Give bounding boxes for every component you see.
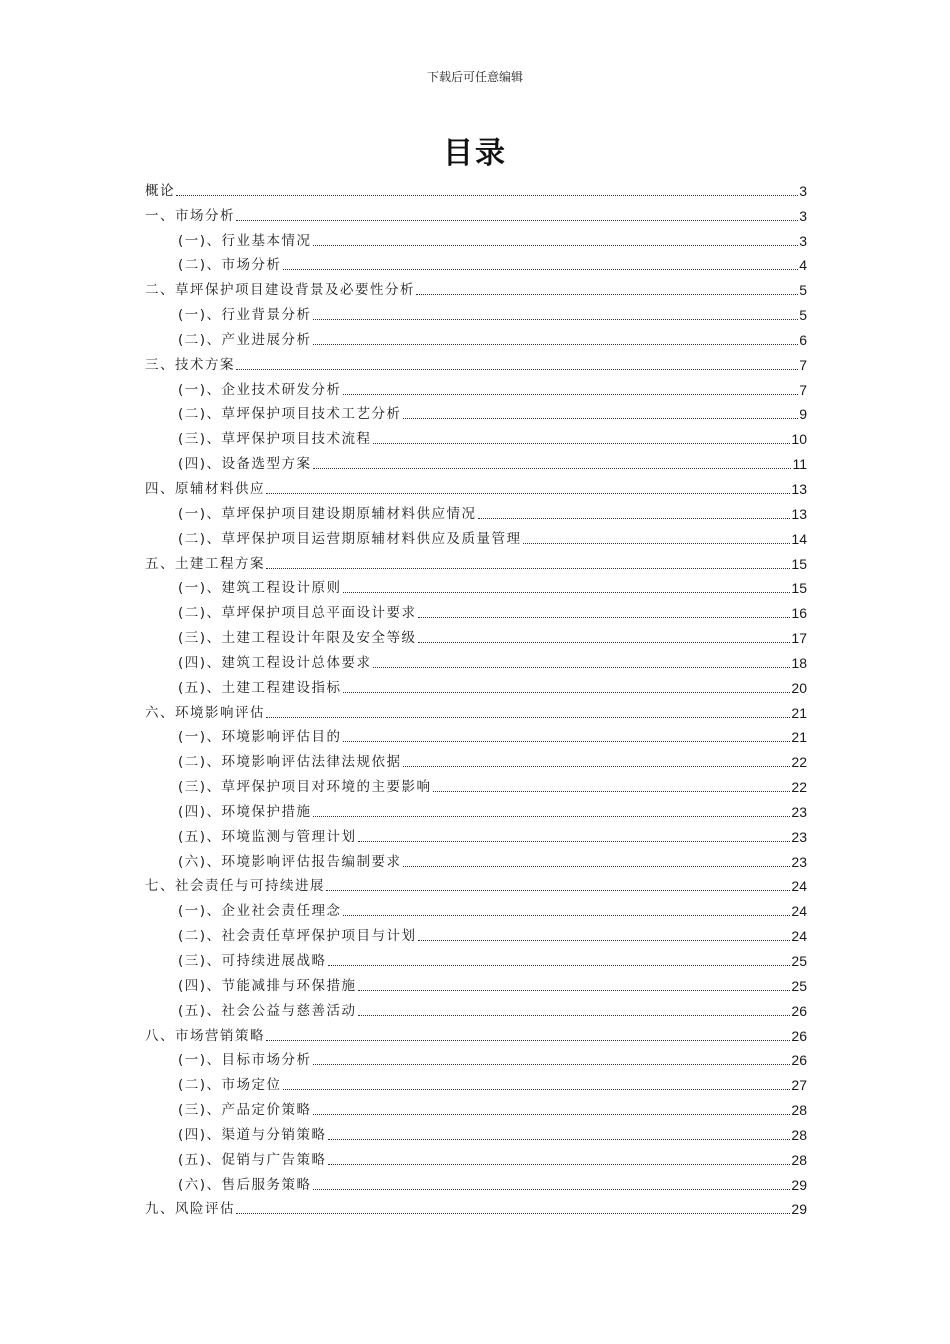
toc-dot-leader [176,195,798,196]
toc-entry-label: (二)、草坪保护项目运营期原辅材料供应及质量管理 [178,530,522,547]
toc-dot-leader [343,592,791,593]
toc-dot-leader [358,1015,791,1016]
toc-entry[interactable] [145,821,807,846]
toc-dot-leader [313,1189,791,1190]
toc-entry[interactable] [145,920,807,945]
toc-entry-label: (五)、社会公益与慈善活动 [178,1002,357,1019]
toc-entry-page-number: 24 [791,903,807,920]
toc-entry-label: 三、技术方案 [145,356,235,373]
toc-entry[interactable] [145,722,807,747]
toc-entry-label: (二)、市场分析 [178,257,282,274]
toc-entry-label: (四)、环境保护措施 [178,803,312,820]
toc-entry-page-number: 23 [791,853,807,870]
toc-dot-leader [403,766,791,767]
toc-entry-label: (一)、建筑工程设计原则 [178,580,342,597]
toc-entry-label: (二)、草坪保护项目技术工艺分析 [178,406,402,423]
toc-entry[interactable] [145,374,807,399]
toc-entry[interactable] [145,448,807,473]
toc-entry-label: (二)、市场定位 [178,1077,282,1094]
toc-entry-page-number: 27 [791,1077,807,1094]
toc-entry-page-number: 26 [791,1002,807,1019]
toc-entry-page-number: 15 [791,555,807,572]
toc-entry-label: (五)、促销与广告策略 [178,1151,327,1168]
toc-entry-page-number: 29 [791,1176,807,1193]
toc-entry[interactable] [145,573,807,598]
toc-entry-label: (四)、渠道与分销策略 [178,1126,327,1143]
toc-dot-leader [343,741,791,742]
toc-entry[interactable] [145,324,807,349]
toc-entry[interactable] [145,796,807,821]
toc-entry-label: 概论 [145,182,175,199]
toc-entry-label: 五、土建工程方案 [145,555,265,572]
toc-entry-label: (四)、设备选型方案 [178,456,312,473]
toc-entry[interactable] [145,895,807,920]
toc-entry[interactable] [145,1069,807,1094]
toc-entry-label: (三)、草坪保护项目对环境的主要影响 [178,779,432,796]
toc-entry-label: (二)、环境影响评估法律法规依据 [178,754,402,771]
toc-dot-leader [418,642,791,643]
toc-entry[interactable] [145,995,807,1020]
toc-entry-label: 九、风险评估 [145,1201,235,1218]
toc-dot-leader [266,1040,790,1041]
toc-entry-page-number: 28 [791,1126,807,1143]
toc-entry-label: 四、原辅材料供应 [145,480,265,497]
toc-entry[interactable] [145,871,807,896]
toc-dot-leader [236,220,798,221]
toc-entry-label: (六)、环境影响评估报告编制要求 [178,853,402,870]
toc-dot-leader [418,940,791,941]
table-of-contents [145,175,807,1218]
toc-dot-leader [266,568,790,569]
toc-entry-page-number: 22 [791,754,807,771]
toc-entry-label: (三)、草坪保护项目技术流程 [178,431,372,448]
toc-entry-page-number: 28 [791,1151,807,1168]
toc-dot-leader [416,294,798,295]
toc-entry-page-number: 15 [791,580,807,597]
toc-entry[interactable] [145,672,807,697]
toc-entry-page-number: 29 [791,1201,807,1218]
toc-dot-leader [283,269,799,270]
toc-dot-leader [313,1114,791,1115]
toc-dot-leader [343,915,791,916]
toc-dot-leader [313,245,799,246]
toc-entry-label: (一)、草坪保护项目建设期原辅材料供应情况 [178,505,477,522]
toc-entry-label: (三)、产品定价策略 [178,1102,312,1119]
toc-entry-page-number: 21 [791,729,807,746]
toc-entry[interactable] [145,473,807,498]
toc-dot-leader [313,319,799,320]
toc-entry-label: (二)、产业进展分析 [178,331,312,348]
toc-dot-leader [326,890,790,891]
toc-entry-page-number: 20 [791,679,807,696]
toc-entry-page-number: 23 [791,828,807,845]
toc-entry-page-number: 17 [791,630,807,647]
toc-entry-page-number: 3 [799,207,807,224]
toc-entry-page-number: 4 [799,257,807,274]
toc-entry-page-number: 3 [799,232,807,249]
toc-entry-label: (一)、目标市场分析 [178,1052,312,1069]
toc-title: 目录 [443,136,507,171]
toc-entry-label: (三)、土建工程设计年限及安全等级 [178,630,417,647]
toc-entry-page-number: 16 [791,605,807,622]
toc-dot-leader [478,518,791,519]
toc-dot-leader [433,791,791,792]
toc-entry-label: (五)、土建工程建设指标 [178,679,342,696]
toc-entry-page-number: 26 [791,1052,807,1069]
page-header-note: 下载后可任意编辑 [426,70,523,84]
toc-entry-page-number: 5 [799,307,807,324]
toc-entry-label: (一)、行业基本情况 [178,232,312,249]
toc-dot-leader [343,394,799,395]
toc-dot-leader [313,344,799,345]
toc-entry-label: (三)、可持续进展战略 [178,953,327,969]
toc-dot-leader [418,617,791,618]
toc-entry-page-number: 28 [791,1102,807,1119]
toc-entry-label: (四)、节能减排与环保措施 [178,977,357,994]
toc-entry-label: (二)、社会责任草坪保护项目与计划 [178,928,417,945]
toc-entry[interactable] [145,846,807,871]
toc-entry[interactable] [145,1020,807,1045]
toc-entry[interactable] [145,200,807,225]
toc-dot-leader [328,965,791,966]
toc-entry[interactable] [145,1169,807,1194]
toc-entry-page-number: 13 [791,505,807,522]
toc-entry[interactable] [145,771,807,796]
toc-entry[interactable] [145,250,807,275]
toc-dot-leader [266,717,790,718]
toc-dot-leader [403,418,799,419]
toc-dot-leader [328,1139,791,1140]
toc-entry[interactable] [145,399,807,424]
toc-entry-page-number: 25 [791,977,807,994]
toc-entry-label: (一)、企业技术研发分析 [178,381,342,398]
toc-entry-label: 六、环境影响评估 [145,704,265,721]
toc-entry-label: 二、草坪保护项目建设背景及必要性分析 [145,282,415,299]
toc-dot-leader [313,468,792,469]
toc-entry[interactable] [145,299,807,324]
toc-entry[interactable] [145,1119,807,1144]
toc-dot-leader [358,841,791,842]
toc-entry[interactable] [145,349,807,374]
toc-entry-page-number: 6 [799,331,807,348]
toc-entry[interactable] [145,548,807,573]
toc-dot-leader [373,667,791,668]
toc-entry[interactable] [145,523,807,548]
toc-entry-page-number: 25 [791,953,807,969]
toc-entry-page-number: 3 [799,182,807,199]
toc-entry[interactable] [145,647,807,672]
toc-entry-label: (二)、草坪保护项目总平面设计要求 [178,605,417,622]
toc-entry-label: 一、市场分析 [145,207,235,224]
toc-entry-page-number: 23 [791,803,807,820]
toc-entry[interactable] [145,597,807,622]
toc-entry-page-number: 26 [791,1027,807,1044]
toc-entry[interactable] [145,175,807,200]
toc-entry[interactable] [145,697,807,722]
toc-entry[interactable] [145,970,807,995]
toc-entry-label: (一)、环境影响评估目的 [178,729,342,746]
toc-entry[interactable] [145,622,807,647]
toc-entry-label: (一)、企业社会责任理念 [178,903,342,920]
toc-dot-leader [343,692,791,693]
toc-entry[interactable] [145,945,807,970]
toc-dot-leader [403,866,791,867]
toc-dot-leader [523,543,791,544]
toc-entry-page-number: 10 [791,431,807,448]
toc-entry-label: (一)、行业背景分析 [178,307,312,324]
toc-entry[interactable] [145,423,807,448]
toc-entry-page-number: 9 [799,406,807,423]
toc-entry[interactable] [145,1094,807,1119]
toc-entry-page-number: 18 [791,654,807,671]
toc-entry-page-number: 11 [792,456,807,473]
toc-entry[interactable] [145,225,807,250]
toc-entry-label: (六)、售后服务策略 [178,1176,312,1193]
toc-entry[interactable] [145,1144,807,1169]
toc-entry-page-number: 13 [791,480,807,497]
toc-entry-page-number: 7 [799,381,807,398]
toc-dot-leader [236,1213,790,1214]
toc-entry-label: (五)、环境监测与管理计划 [178,828,357,845]
toc-dot-leader [373,443,791,444]
toc-entry-page-number: 5 [799,282,807,299]
toc-dot-leader [313,1064,791,1065]
toc-entry-page-number: 21 [791,704,807,721]
toc-entry-page-number: 22 [791,779,807,796]
toc-entry-page-number: 14 [791,530,807,547]
toc-entry[interactable] [145,274,807,299]
toc-entry-page-number: 24 [791,928,807,945]
toc-dot-leader [328,1164,791,1165]
toc-entry-label: 七、社会责任与可持续进展 [145,878,325,895]
toc-dot-leader [236,369,798,370]
toc-entry[interactable] [145,1194,807,1219]
toc-entry-page-number: 24 [791,878,807,895]
toc-entry-label: 八、市场营销策略 [145,1027,265,1044]
toc-dot-leader [313,816,791,817]
toc-entry[interactable] [145,1045,807,1070]
toc-dot-leader [358,990,791,991]
toc-entry[interactable] [145,498,807,523]
toc-entry-label: (四)、建筑工程设计总体要求 [178,654,372,671]
toc-dot-leader [266,493,790,494]
toc-entry[interactable] [145,746,807,771]
toc-entry-page-number: 7 [799,356,807,373]
toc-dot-leader [283,1089,791,1090]
